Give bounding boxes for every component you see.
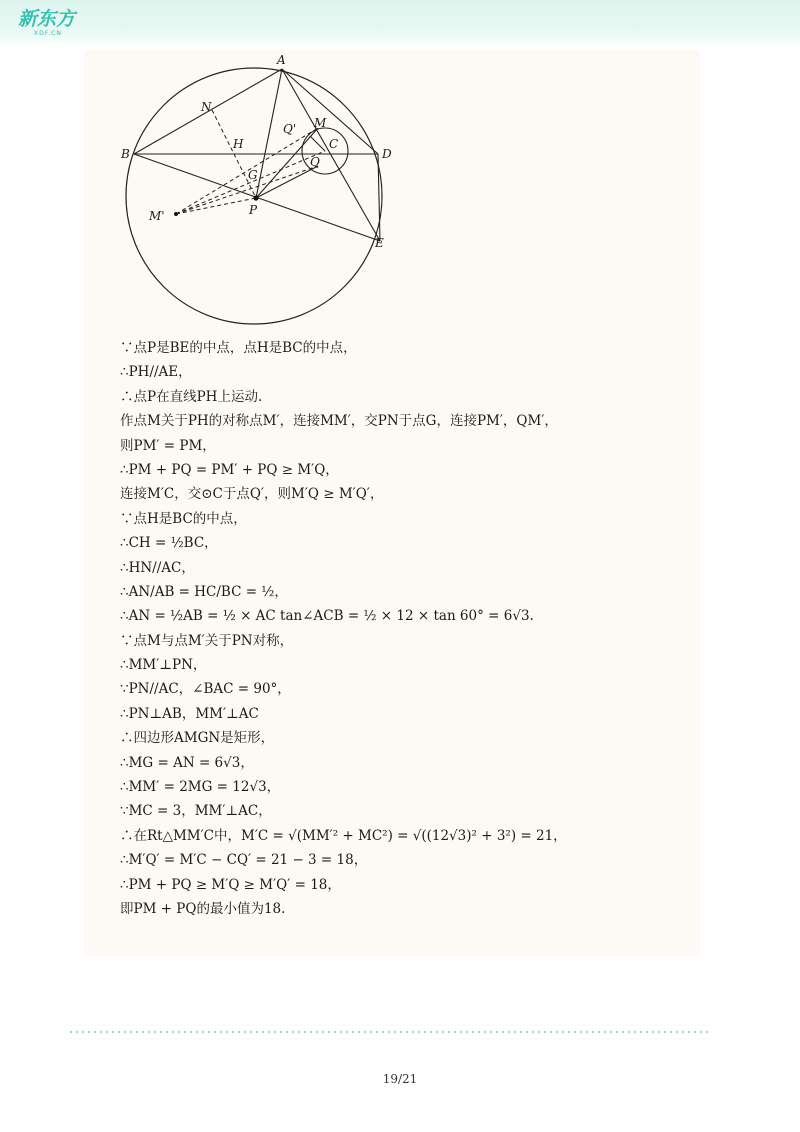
solution-line: ∵点H是BC的中点， [120,510,247,527]
point-m-prime-dot [174,212,178,216]
label-n: N [201,100,212,114]
label-d: D [382,147,392,161]
logo [18,8,88,44]
geometry-diagram [110,54,410,329]
solution-line: ∴MM′⊥PN， [120,657,207,674]
page-number: 19/21 [382,1072,418,1086]
solution-line: ∵点M与点M′关于PN对称， [120,632,294,649]
solution-line: ∴CH = ½BC， [120,535,218,552]
segment-m-prime-m [176,128,318,214]
solution-line: 则PM′ = PM， [120,437,216,454]
solution-line: 连接M′C，交⊙C于点Q′，则M′Q ≥ M′Q′， [120,486,384,503]
solution-line: 作点M关于PH的对称点M′，连接MM′，交PN于点G，连接PM′，QM′， [120,413,558,430]
solution-line: ∴点P在直线PH上运动. [120,388,263,405]
segment-m-prime-q [176,166,318,214]
segment-ae [282,69,380,241]
solution-line: ∵MC = 3，MM′⊥AC， [120,803,272,820]
solution-line: ∴四边形AMGN是矩形， [120,730,275,747]
logo-subtext: XDF.CN [34,30,62,37]
solution-line: ∴在Rt△MM′C中，M′C = √(MM′² + MC²) = √((12√3)² + 3²) = 21， [120,827,567,844]
point-p-dot [253,195,258,200]
label-m: M [314,116,327,130]
segment-pq [256,166,318,198]
solution-line: 即PM + PQ的最小值为18. [120,900,286,917]
solution-line: ∴HN//AC， [120,559,195,576]
solution-line: ∵PN//AC，∠BAC = 90°， [120,681,291,698]
segment-pm [256,128,318,198]
solution-text [120,336,680,921]
label-q-prime: Q' [283,122,297,136]
label-c: C [329,137,339,151]
label-e: E [375,236,384,250]
header-band [0,0,800,48]
solution-line: ∴PM + PQ ≥ M′Q ≥ M′Q′ = 18， [120,876,341,893]
label-p: P [249,203,258,217]
geometry-figure [110,54,410,329]
segment-qc [310,136,325,151]
label-b: B [121,147,130,161]
solution-line: ∴MM′ = 2MG = 12√3， [120,779,281,796]
logo-text: 新东方 [18,8,76,30]
label-h: H [233,137,244,151]
label-m-prime: M' [149,209,165,223]
footer-divider [68,1031,708,1033]
label-q: Q [310,155,320,169]
label-g: G [248,168,258,182]
solution-line: ∵点P是BE的中点，点H是BC的中点， [120,340,357,356]
solution-line: ∴PH//AE， [120,364,192,381]
solution-line: ∴PM + PQ = PM′ + PQ ≥ M′Q， [120,461,339,478]
label-a: A [277,53,286,67]
solution-line: ∴M′Q′ = M′C − CQ′ = 21 − 3 = 18， [120,852,368,869]
solution-line: ∴MG = AN = 6√3， [120,754,254,771]
solution-line: ∴AN/AB = HC/BC = ½， [120,583,288,600]
solution-line: ∴PN⊥AB，MM′⊥AC [120,705,259,722]
solution-line: ∴AN = ½AB = ½ × AC tan∠ACB = ½ × 12 × tan 60° = 6√3. [120,608,534,625]
